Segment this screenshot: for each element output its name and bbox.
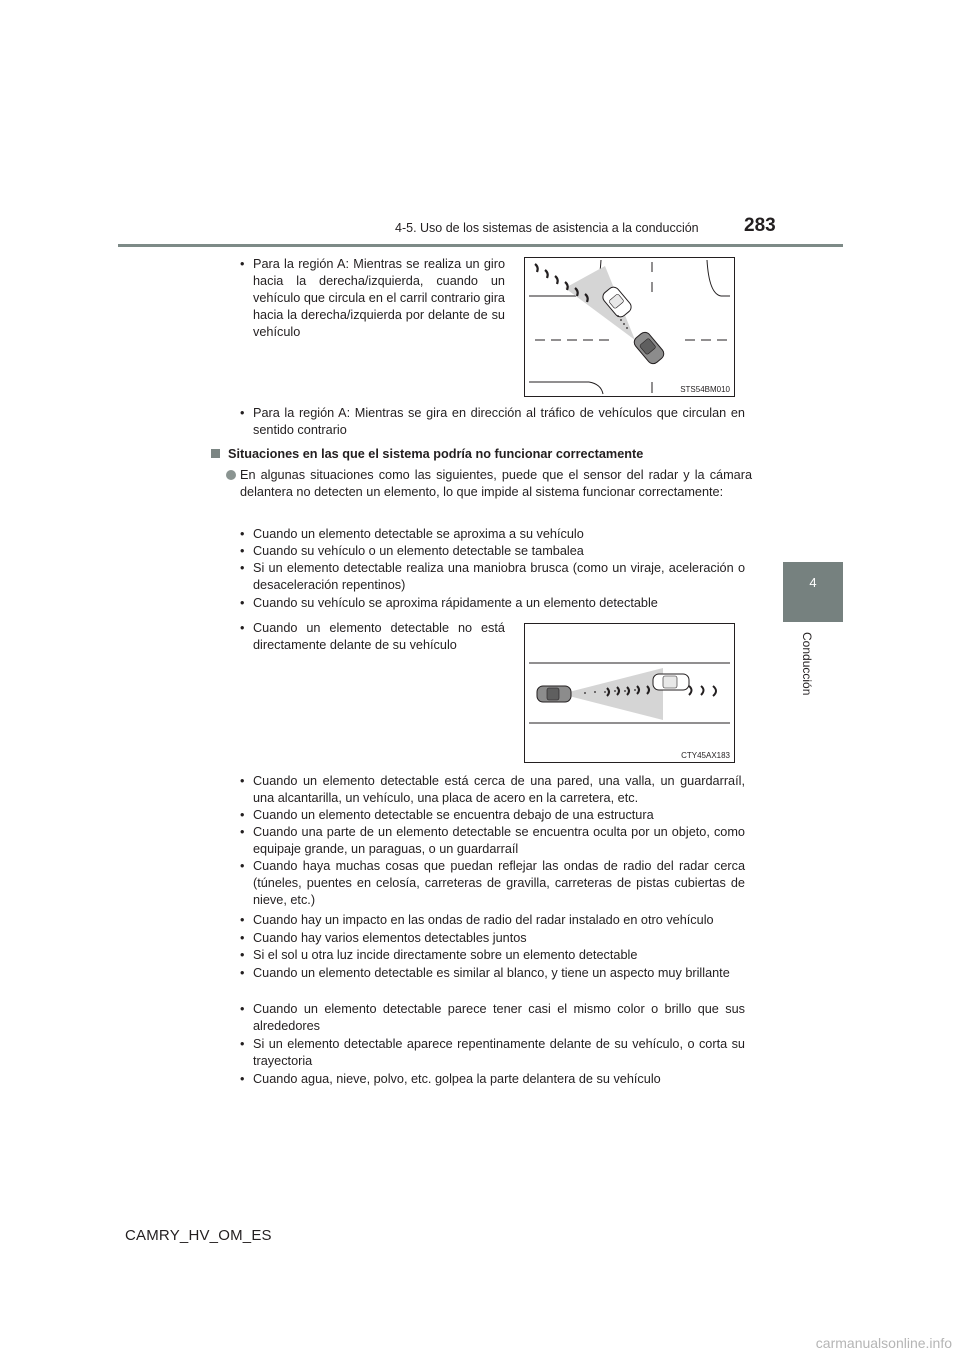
- list-item: [240, 595, 745, 612]
- bullet-marker: •: [240, 544, 245, 558]
- list-item: [240, 773, 745, 807]
- section-title: 4-5. Uso de los sistemas de asistencia a la conducción: [395, 221, 699, 235]
- offset-target-illustration: [525, 624, 734, 762]
- bullet-marker: •: [240, 621, 245, 635]
- subsection-heading: [228, 446, 748, 463]
- list-item-text: Cuando un elemento detectable se encuentra debajo de una estructura: [253, 808, 654, 822]
- list-item-text: Cuando su vehículo o un elemento detectable se tambalea: [253, 544, 584, 558]
- bullet-marker: •: [240, 561, 245, 575]
- list-item: [240, 807, 745, 824]
- list-item-text: Cuando un elemento detectable está cerca de una pared, una valla, un guardarraíl, una alcantarilla, un vehículo, una placa de acero en la carretera, etc.: [253, 774, 745, 805]
- circle-marker: [226, 470, 236, 480]
- list-item-text: Cuando su vehículo se aproxima rápidamente a un elemento detectable: [253, 596, 658, 610]
- bullet-marker: •: [240, 931, 245, 945]
- intro-text: En algunas situaciones como las siguientes, puede que el sensor del radar y la cámara delantera no detecten un elemento, lo que impide al sistema funcionar correctamente:: [240, 468, 752, 499]
- list-item: [240, 947, 745, 964]
- list-item-text: Si un elemento detectable aparece repentinamente delante de su vehículo, o corta su trayectoria: [253, 1037, 745, 1068]
- list-item: [240, 543, 745, 560]
- list-item-text: Cuando un elemento detectable parece tener casi el mismo color o brillo que sus alrededores: [253, 1002, 745, 1033]
- list-item-text: Cuando hay varios elementos detectables juntos: [253, 931, 527, 945]
- list-item-text: Cuando un elemento detectable no está directamente delante de su vehículo: [253, 621, 505, 652]
- list-item: [240, 526, 745, 543]
- bullet-marker: •: [240, 774, 245, 788]
- bullet-marker: •: [240, 406, 245, 420]
- chapter-number: 4: [809, 575, 817, 590]
- list-item: [240, 930, 745, 947]
- bullet-marker: •: [240, 1037, 245, 1051]
- page-number: 283: [744, 215, 776, 236]
- left-turn-illustration: [525, 258, 734, 396]
- list-item: [240, 912, 745, 929]
- bullet-marker: •: [240, 596, 245, 610]
- list-item-text: Si un elemento detectable realiza una maniobra brusca (como un viraje, aceleración o desaceleración repentinos): [253, 561, 745, 592]
- list-item-text: Cuando un elemento detectable se aproxima a su vehículo: [253, 527, 584, 541]
- list-item: [240, 824, 745, 858]
- bullet-marker: •: [240, 257, 245, 271]
- bullet-marker: •: [240, 948, 245, 962]
- list-item: [240, 560, 745, 594]
- list-item: [240, 620, 505, 654]
- list-item-text: Cuando haya muchas cosas que puedan reflejar las ondas de radio del radar cerca (túneles, puentes en celosía, carreteras de gravilla, carreteras de pistas cubiertas de nieve, etc.): [253, 859, 745, 907]
- figure-left-turn: [524, 257, 735, 397]
- figure-code: STS54BM010: [680, 385, 730, 394]
- bullet-marker: •: [240, 527, 245, 541]
- list-item: [240, 1036, 745, 1070]
- list-item-text: Cuando agua, nieve, polvo, etc. golpea la parte delantera de su vehículo: [253, 1072, 661, 1086]
- chapter-label: Conducción: [800, 632, 814, 696]
- watermark: carmanualsonline.info: [815, 1335, 952, 1351]
- bullet-marker: •: [240, 966, 245, 980]
- list-item: [240, 405, 745, 439]
- list-item: [240, 1001, 745, 1035]
- figure-offset-target: [524, 623, 735, 763]
- header-rule: [118, 244, 843, 247]
- chapter-tab: [783, 562, 843, 622]
- square-marker: [211, 449, 220, 458]
- bullet-marker: •: [240, 825, 245, 839]
- list-item-text: Cuando hay un impacto en las ondas de radio del radar instalado en otro vehículo: [253, 913, 714, 927]
- list-item-text: Cuando un elemento detectable es similar al blanco, y tiene un aspecto muy brillante: [253, 966, 730, 980]
- list-item: [240, 1071, 745, 1088]
- list-item-text: Para la región A: Mientras se realiza un giro hacia la derecha/izquierda, cuando un vehículo que circula en el carril contrario gira hacia la derecha/izquierda por delante de su vehículo: [253, 257, 505, 339]
- figure-code: CTY45AX183: [681, 751, 730, 760]
- subsection-heading-text: Situaciones en las que el sistema podría no funcionar correctamente: [228, 447, 644, 461]
- intro-paragraph: [240, 467, 752, 501]
- list-item: [240, 858, 745, 909]
- list-item: [240, 965, 745, 982]
- bullet-marker: •: [240, 913, 245, 927]
- list-item: [240, 256, 505, 341]
- document-code: CAMRY_HV_OM_ES: [125, 1227, 272, 1244]
- list-item-text: Cuando una parte de un elemento detectable se encuentra oculta por un objeto, como equipaje grande, un paraguas, o un guardarraíl: [253, 825, 745, 856]
- bullet-marker: •: [240, 1002, 245, 1016]
- list-item-text: Si el sol u otra luz incide directamente sobre un elemento detectable: [253, 948, 638, 962]
- bullet-marker: •: [240, 1072, 245, 1086]
- bullet-marker: •: [240, 859, 245, 873]
- bullet-marker: •: [240, 808, 245, 822]
- list-item-text: Para la región A: Mientras se gira en dirección al tráfico de vehículos que circulan en sentido contrario: [253, 406, 745, 437]
